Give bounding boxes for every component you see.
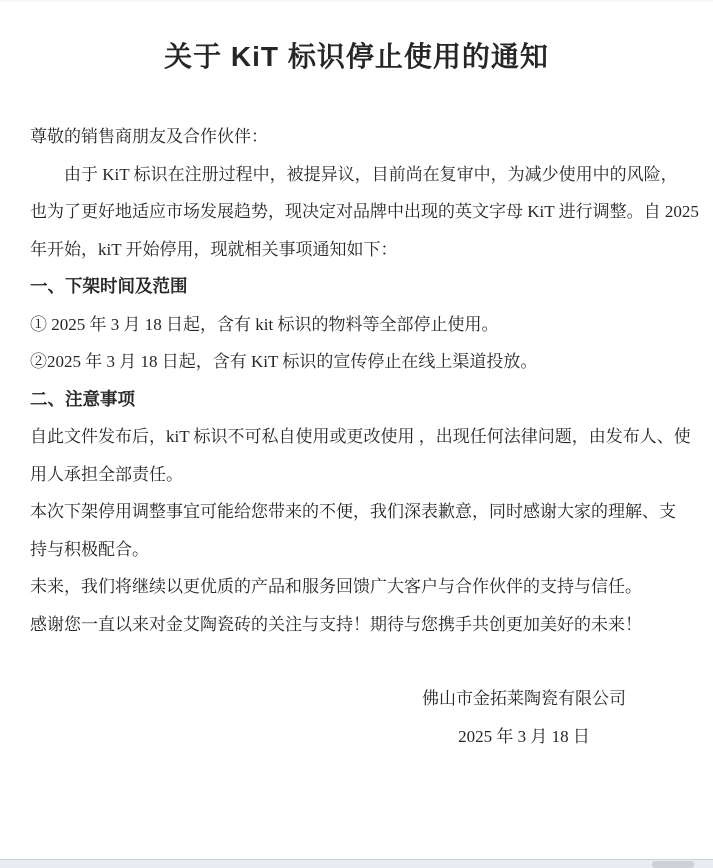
section1-item-2: ②2025 年 3 月 18 日起，含有 KiT 标识的宣传停止在线上渠道投放。: [30, 352, 538, 371]
section1-item-1: ① 2025 年 3 月 18 日起，含有 kit 标识的物料等全部停止使用。: [30, 314, 499, 334]
section2-heading: 二、注意事项: [30, 388, 135, 409]
thanks-para: 感谢您一直以来对金艾陶瓷砖的关注与支持！期待与您携手共创更加美好的未来！: [30, 614, 642, 634]
intro-line-3: 年开始，kiT 开始停用，现就相关事项通知如下：: [30, 239, 398, 259]
horizontal-scrollbar-thumb[interactable]: [652, 861, 694, 868]
intro-line-1: 由于 KiT 标识在注册过程中，被提异议，目前尚在复审中，为减少使用中的风险，: [64, 164, 678, 184]
section1-heading: 一、下架时间及范围: [30, 276, 188, 296]
apology-para-line2: 持与积极配合。: [30, 539, 149, 559]
document-body: [0, 118, 713, 643]
intro-line-2: 也为了更好地适应市场发展趋势，现决定对品牌中出现的英文字母 KiT 进行调整。自 2025: [30, 202, 699, 221]
notice-para1-line2: 用人承担全部责任。: [30, 464, 183, 484]
notice-para1-line1: 自此文件发布后，kiT 标识不可私自使用或更改使用 ，出现任何法律问题，由发布人、使: [30, 427, 691, 446]
document-title: 关于 KiT 标识停止使用的通知: [164, 41, 549, 72]
signature-company: 佛山市金拓莱陶瓷有限公司: [422, 689, 626, 708]
apology-para-line1: 本次下架停用调整事宜可能给您带来的不便，我们深表歉意，同时感谢大家的理解、支: [30, 502, 676, 521]
salutation: 尊敬的销售商朋友及合作伙伴：: [30, 127, 268, 146]
signature-block: [422, 680, 626, 755]
horizontal-scrollbar-track[interactable]: [0, 859, 713, 868]
future-para: 未来，我们将继续以更优质的产品和服务回馈广大客户与合作伙伴的支持与信任。: [30, 577, 642, 596]
page-top-edge: [0, 0, 713, 2]
signature-date: 2025 年 3 月 18 日: [458, 726, 590, 746]
